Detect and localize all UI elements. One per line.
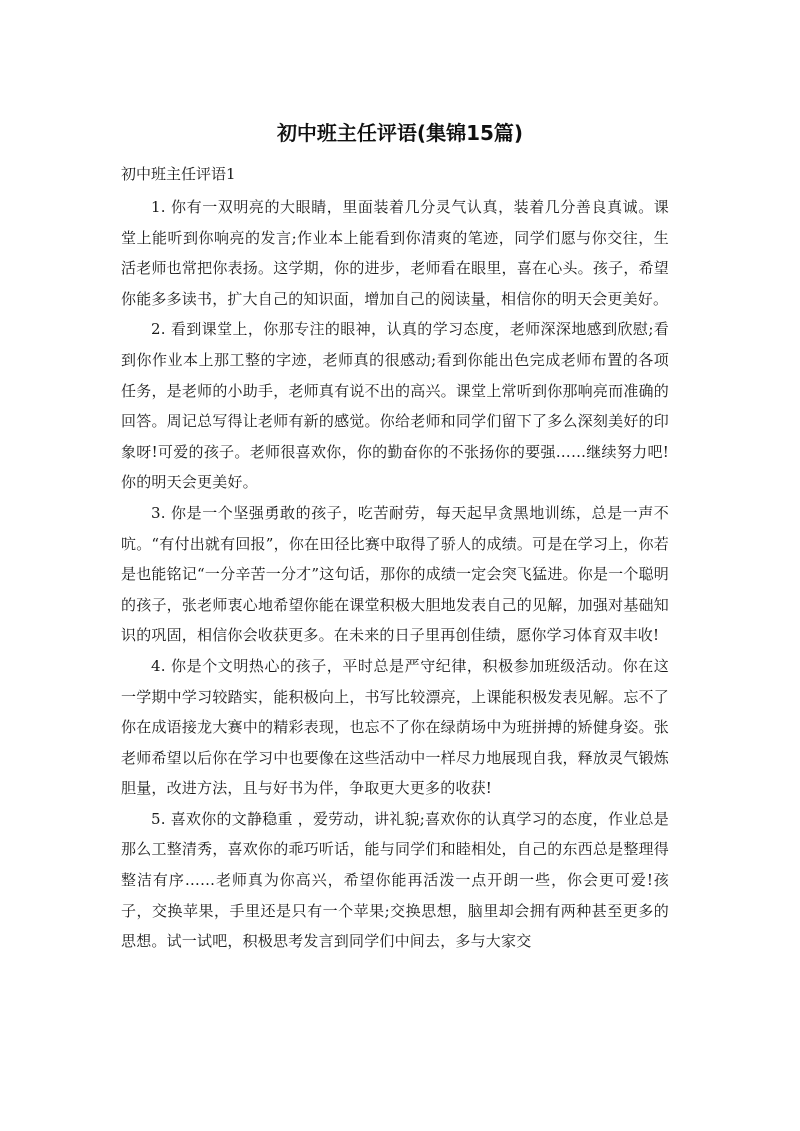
comment-paragraph-3: 3. 你是一个坚强勇敢的孩子，吃苦耐劳，每天起早贪黑地训练，总是一声不吭。“有付出就有回报”，你在田径比赛中取得了骄人的成绩。可是在学习上，你若是也能铭记“一分辛苦一分才”这句话，那你的成绩一定会突飞猛进。你是一个聪明的孩子，张老师衷心地希望你能在课堂积极大胆地发表自己的见解，加强对基础知识的巩固，相信你会收获更多。在未来的日子里再创佳绩，愿你学习体育双丰收! bbox=[121, 503, 669, 645]
comment-paragraph-4: 4. 你是个文明热心的孩子，平时总是严守纪律，积极参加班级活动。你在这一学期中学习较踏实，能积极向上，书写比较漂亮，上课能积极发表见解。忘不了你在成语接龙大赛中的精彩表现，也忘不了你在绿荫场中为班拼搏的矫健身姿。张老师希望以后你在学习中也要像在这些活动中一样尽力地展现自我，释放灵气锻炼胆量，改进方法，且与好书为伴，争取更大更多的收获! bbox=[121, 656, 669, 798]
document-body bbox=[121, 192, 669, 957]
comment-paragraph-1: 1. 你有一双明亮的大眼睛，里面装着几分灵气认真，装着几分善良真诚。课堂上能听到你响亮的发言;作业本上能看到你清爽的笔迹，同学们愿与你交往，生活老师也常把你表扬。这学期，你的进步，老师看在眼里，喜在心头。孩子，希望你能多多读书，扩大自己的知识面，增加自己的阅读量，相信你的明天会更美好。 bbox=[121, 198, 669, 308]
comment-paragraph-2: 2. 看到课堂上，你那专注的眼神，认真的学习态度，老师深深地感到欣慰;看到你作业本上那工整的字迹，老师真的很感动;看到你能出色完成老师布置的各项任务，是老师的小助手，老师真有说不出的高兴。课堂上常听到你那响亮而准确的回答。周记总写得让老师有新的感觉。你给老师和同学们留下了多么深刻美好的印象呀!可爱的孩子。老师很喜欢你，你的勤奋你的不张扬你的要强……继续努力吧!你的明天会更美好。 bbox=[121, 320, 669, 492]
document-title: 初中班主任评语(集锦15篇) bbox=[276, 121, 524, 145]
comment-paragraph-5: 5. 喜欢你的文静稳重 ，爱劳动，讲礼貌;喜欢你的认真学习的态度，作业总是那么工整清秀，喜欢你的乖巧听话，能与同学们和睦相处，自己的东西总是整理得整洁有序……老师真为你高兴，希望你能再活泼一点开朗一些，你会更可爱!孩子，交换苹果，手里还是只有一个苹果;交换思想，脑里却会拥有两种甚至更多的思想。试一试吧，积极思考发言到同学们中间去，多与大家交 bbox=[121, 809, 669, 951]
section-heading: 初中班主任评语1 bbox=[121, 165, 236, 183]
